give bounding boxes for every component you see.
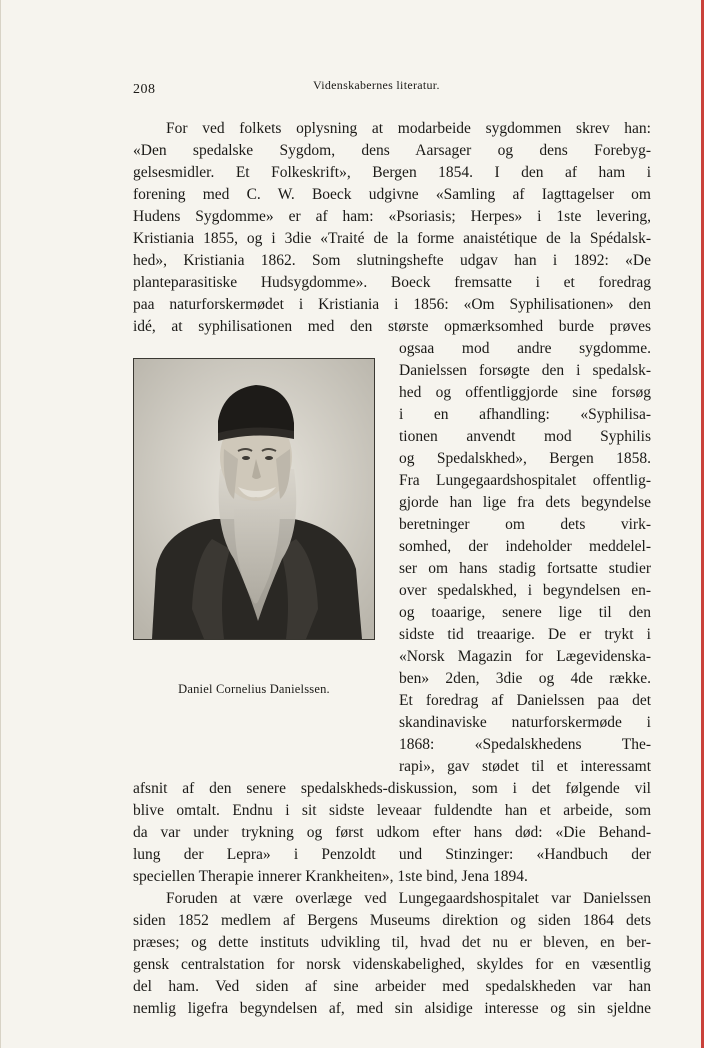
text-line: i en afhandling: «Syphilisa- <box>399 406 651 423</box>
text-line: idé, at syphilisationen med den største opmærksomhed burde prøves <box>133 318 651 335</box>
portrait-illustration <box>134 359 374 639</box>
text-line: somhed, der indeholder meddelel- <box>399 538 651 555</box>
text-line: gjorde han lige fra dets begyndelse <box>399 494 651 511</box>
text-line: nemlig ligefra begyndelsen af, med sin alsidige interesse og sin sjeldne <box>133 1000 651 1017</box>
text-line: afsnit af den senere spedalskheds-diskussion, som i det følgende vil <box>133 780 651 797</box>
text-line: For ved folkets oplysning at modarbeide sygdommen skrev han: <box>166 120 651 137</box>
text-line: ben» 2den, 3die og 4de række. <box>399 670 651 687</box>
page-header <box>133 78 651 98</box>
text-line: beretninger om dets virk- <box>399 516 651 533</box>
text-line: gelsesmidler. Et Folkeskrift», Bergen 1854. I den af ham i <box>133 164 651 181</box>
text-line: «Norsk Magazin for Lægevidenska- <box>399 648 651 665</box>
text-line: hed og offentliggjorde sine forsøg <box>399 384 651 401</box>
running-head: Videnskabernes literatur. <box>313 78 440 92</box>
text-line: Foruden at være overlæge ved Lungegaardshospitalet var Danielssen <box>166 890 651 907</box>
text-line: paa naturforskermødet i Kristiania i 1856: «Om Syphilisationen» den <box>133 296 651 313</box>
text-line: Danielssen forsøgte den i spedalsk- <box>399 362 651 379</box>
text-line: over spedalskhed, i begyndelsen en- <box>399 582 651 599</box>
page-edge-left <box>0 0 1 1048</box>
text-line: 1868: «Spedalskhedens The- <box>399 736 651 753</box>
page-number: 208 <box>133 82 156 97</box>
text-line: tionen anvendt mod Syphilis <box>399 428 651 445</box>
text-line: rapi», gav stødet til et interessamt <box>399 758 651 775</box>
text-line: sidste tid treaarige. De er trykt i <box>399 626 651 643</box>
text-line: og toaarige, senere lige til den <box>399 604 651 621</box>
text-line: Kristiania 1855, og i 3die «Traité de la forme anaistétique de la Spédalsk- <box>133 230 651 247</box>
text-line: lung der Lepra» i Penzoldt und Stinzinger: «Handbuch der <box>133 846 651 863</box>
text-line: gensk centralstation for norsk videnskabelighed, skyldes for en væsentlig <box>133 956 651 973</box>
text-line: «Den spedalske Sygdom, dens Aarsager og dens Forebyg- <box>133 142 651 159</box>
text-line: præses; og dette instituts udvikling til, hvad det nu er bleven, en ber- <box>133 934 651 951</box>
text-line: hed», Kristiania 1862. Som slutningshefte udgav han i 1892: «De <box>133 252 651 269</box>
text-line: Et foredrag af Danielssen paa det <box>399 692 651 709</box>
text-line: Hudens Sygdomme» er af ham: «Psoriasis; Herpes» i 1ste levering, <box>133 208 651 225</box>
text-line: blive omtalt. Endnu i sit sidste leveaar fuldendte han et arbeide, som <box>133 802 651 819</box>
text-line: siden 1852 medlem af Bergens Museums direktion og siden 1864 dets <box>133 912 651 929</box>
text-line: da var under trykning og først udkom efter hans død: «Die Behand- <box>133 824 651 841</box>
text-line: og Spedalskhed», Bergen 1858. <box>399 450 651 467</box>
text-line: ser om hans stadig fortsatte studier <box>399 560 651 577</box>
portrait-figure <box>133 358 375 640</box>
text-line: forening med C. W. Boeck udgivne «Samling af Iagttagelser om <box>133 186 651 203</box>
text-line: ogsaa mod andre sygdomme. <box>399 340 651 357</box>
text-line: skandinaviske naturforskermøde i <box>399 714 651 731</box>
text-line: Fra Lungegaardshospitalet offentlig- <box>399 472 651 489</box>
text-line: del ham. Ved siden af sine arbeider med spedalskheden var han <box>133 978 651 995</box>
portrait-photo <box>133 358 375 640</box>
text-line: planteparasitiske Hudsygdomme». Boeck fremsatte i et foredrag <box>133 274 651 291</box>
figure-caption: Daniel Cornelius Danielssen. <box>178 682 330 696</box>
text-line: speciellen Therapie innerer Krankheiten», 1ste bind, Jena 1894. <box>133 868 528 885</box>
